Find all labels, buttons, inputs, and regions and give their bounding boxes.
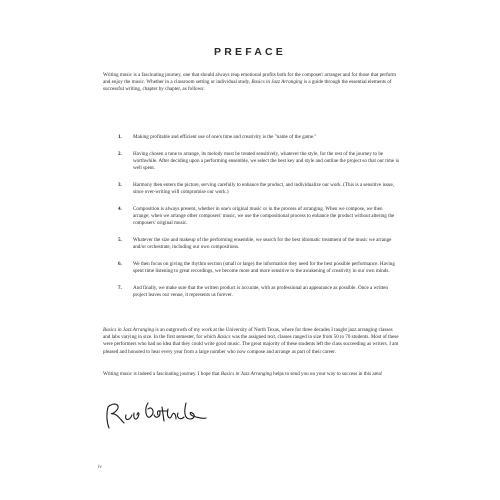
list-item [118, 285, 400, 299]
list-item-text: We then focus on giving the rhythm section (small or large) the information they need for the best possible performance. Having spent time listening to great recordings, we become more and more sensitive to the awakening of creativity in our own minds. [133, 260, 395, 274]
list-item-text: Composition is always present, whether in one's original music or in the process of arranging. When we compose, we then arrange; when we arrange other composers' music, we use the compositional process to enhance the product without altering the composers' original music. [133, 205, 395, 227]
closing-paragraph: Writing music is indeed a fascinating journey. I hope that Basics in Jazz Arranging helps to send you on your way to success in this area! [103, 371, 383, 377]
list-item [118, 134, 400, 141]
list-item-number: 1. [118, 134, 122, 140]
intro-paragraph: Writing music is a fascinating journey, one that should always reap emotional profits both for the composer/ arranger and for those that perform and enjoy the music. Whether in a classroom setting or individual study, Basics in Jazz Arranging is a guide through the essential elements of successful writing, chapter by chapter, as follows: [103, 72, 396, 93]
list-item-number: 6. [118, 260, 122, 267]
list-item-text: Harmony then enters the picture, serving carefully to enhance the product, and individualize our work. (This is a sensitive issue, since over-writing will compromise our work.) [133, 181, 394, 196]
list-item-text: Whatever the size and makeup of the performing ensemble, we search for the best idiomatic treatment of the music we arrange and/or orchestrate, including our own compositions. [133, 236, 392, 251]
page-number: iv [98, 465, 102, 470]
list-item-text: Having chosen a tune to arrange, its melody must be treated sensitively, whatever the style, for the rest of the journey to be worthwhile. After deciding upon a performing ensemble, we select the best key and style and outline the project so that our time is well spent. [133, 150, 399, 172]
list-item-number: 5. [118, 236, 122, 243]
list-item [118, 206, 400, 228]
list-item [118, 182, 400, 196]
list-item-number: 3. [118, 181, 122, 188]
list-item-text: And finally, we make sure that the written product is accurate, with as professional an appearance as possible. Once a written project leaves our venue, it represents us forever. [133, 284, 388, 298]
list-item-number: 2. [118, 150, 122, 157]
list-item [118, 151, 400, 173]
list-item-number: 7. [118, 284, 122, 291]
list-item-text: Making profitable and efficient use of one's time and creativity is the "name of the game." [133, 134, 317, 140]
chapter-list [118, 134, 400, 309]
page-title: PREFACE [214, 46, 286, 58]
list-item [118, 237, 400, 251]
signature [100, 397, 208, 431]
body-paragraph: Basics in Jazz Arranging is an outgrowth of my work at the University of North Texas, where for three decades I taught jazz arranging classes and labs varying in size. In the first semester, for which Basics was the assigned text, classes ranged in size from 50 to 70 students. Most of these were performers who had no idea that they could write good music. The great majority of these students left the class succeeding as writers. I am pleased and honored to hear every year from a large number who now compose and arrange as part of their career. [103, 327, 399, 355]
list-item-number: 4. [118, 205, 122, 212]
list-item [118, 261, 400, 275]
